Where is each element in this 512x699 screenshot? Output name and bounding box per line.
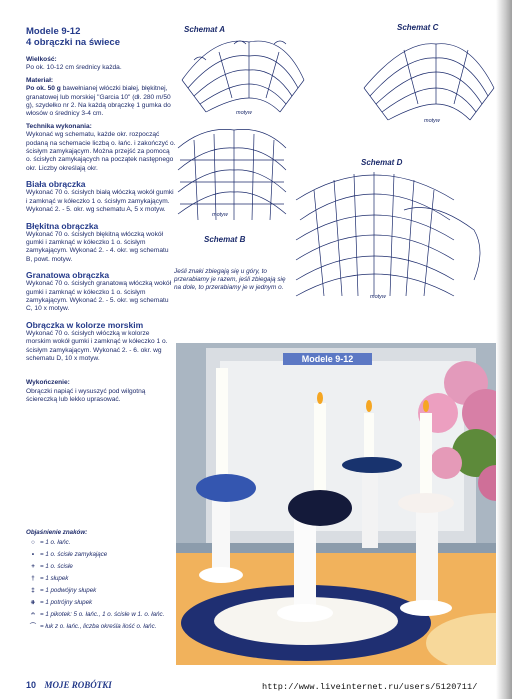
material-text: bawełnianej włóczki białej, błękitnej, granatowej lub morskiej "Garcia 10" (dł. 280 m/50 g), szydełko nr 2. Na każdą obrączkę 1 gumka do włosów o średnicy 3-4 cm.	[26, 85, 171, 118]
crochet-diagrams	[174, 30, 498, 302]
legend-text: = 1 słupek	[40, 575, 69, 582]
source-url: http://www.liveinternet.ru/users/5120711/	[262, 682, 478, 692]
scheme-d-label: Schemat D	[361, 158, 403, 167]
scheme-a-motif-label: motyw	[236, 110, 252, 116]
legend-row	[26, 611, 176, 619]
scheme-c-motif-label: motyw	[424, 118, 440, 124]
page-number: 10	[26, 680, 37, 690]
section-text-navy: Wykonać 70 o. ścisłych granatową włóczką wokół gumki i zamknąć w kółeczko 1 o. ścisłym zamykającym. Wykonać 2. - 5. okr. wg schematu C, 10 x motyw.	[26, 280, 172, 313]
scheme-d-diagram	[296, 172, 480, 296]
instructions-column	[26, 26, 176, 405]
legend-row	[26, 623, 176, 631]
page-title: Modele 9-12	[26, 26, 81, 37]
chain-stitch-icon: ○	[31, 539, 35, 546]
section-text-lightblue: Wykonać 70 o. ścisłych błękitną włóczką wokół gumki i zamknąć w kółeczko 1 o. ścisłym zamykającym. Wykonać 2. - 4. okr. wg schematu B, powt. motyw.	[26, 230, 169, 263]
scheme-d-motif-label: motyw	[370, 294, 386, 300]
legend-text: = 1 pikotek: 5 o. łańc., 1 o. ścisłe w 1. o. łańc.	[40, 611, 165, 618]
page-footer	[26, 680, 112, 690]
scheme-b-diagram	[178, 129, 286, 220]
material-paragraph	[26, 85, 176, 119]
size-label: Wielkość:	[26, 56, 57, 63]
legend-row	[26, 539, 176, 547]
scheme-b-motif-label: motyw	[212, 212, 228, 218]
legend-row	[26, 587, 176, 595]
chain-arch-icon: ⌒	[29, 623, 37, 630]
page-edge-shadow	[496, 0, 512, 699]
section-title-white: Biała obrączka	[26, 179, 86, 190]
legend-text: = 1 o. ścisłe	[40, 563, 73, 570]
legend-text: = 1 o. ścisłe zamykające	[40, 551, 108, 558]
legend-title: Objaśnienie znaków:	[26, 529, 88, 536]
legend-row	[26, 563, 176, 571]
size-text: Po ok. 10-12 cm średnicy każda.	[26, 64, 122, 72]
triple-treble-icon: ⧺	[30, 599, 36, 606]
scheme-b-label: Schemat B	[204, 235, 246, 244]
picot-icon: ᴖ	[31, 611, 35, 618]
material-amount: Po ok. 50 g	[26, 85, 61, 93]
treble-crochet-icon: ‡	[31, 587, 35, 594]
page-subtitle: 4 obrączki na świece	[26, 37, 120, 48]
candles-photo-illustration	[176, 343, 512, 665]
technique-label: Technika wykonania:	[26, 122, 92, 130]
section-text-white: Wykonać 70 o. ścisłych białą włóczką wokół gumki i zamknąć w kółeczko 1 o. ścisłym zamykającym. Wykonać 2. - 5. okr. wg schematu A, 5 x motyw.	[26, 189, 174, 214]
section-title-navy: Granatowa obrączka	[26, 270, 110, 281]
symbol-legend	[26, 529, 176, 635]
magazine-name: MOJE ROBÓTKI	[44, 680, 112, 690]
product-photo	[176, 343, 512, 665]
scheme-c-diagram	[364, 44, 494, 120]
scheme-a-label: Schemat A	[184, 25, 226, 34]
scheme-c-label: Schemat C	[397, 23, 439, 32]
legend-text: = 1 potrójny słupek	[40, 599, 93, 606]
legend-text: = łuk z o. łańc., liczba określa ilość o. łańc.	[40, 623, 157, 630]
legend-row	[26, 575, 176, 583]
slip-stitch-icon: •	[31, 551, 35, 558]
single-crochet-icon: +	[31, 563, 35, 570]
section-title-lightblue: Błękitna obrączka	[26, 220, 99, 231]
legend-row	[26, 599, 176, 607]
legend-text: = 1 o. łańc.	[40, 539, 71, 546]
material-label: Materiał:	[26, 76, 54, 84]
photo-tag: Modele 9-12	[283, 353, 372, 365]
technique-text: Wykonać wg schematu, każde okr. rozpocząć podaną na schemacie liczbą o. łańc. i zakończyć o. ścisłym zamykającym. Można przejść za pomocą o. ścisłych zamykających na początek następnego okr. Liczby określają okr.	[26, 131, 176, 172]
double-crochet-icon: †	[31, 575, 35, 582]
section-text-sea: Wykonać 70 o. ścisłych włóczką w kolorze morskim wokół gumki i zamknąć w kółeczko 1 o. ścisłym zamykającym. Wykonać 2. - 6. okr. wg schematu D, 10 x motyw.	[26, 329, 168, 362]
legend-row	[26, 551, 176, 559]
section-title-sea: Obrączka w kolorze morskim	[26, 319, 144, 330]
finishing-text: Obrączki napiąć i wysuszyć pod wilgotną ściereczką lub lekko uprasować.	[26, 387, 146, 404]
scheme-note: Jeśli znaki zbiegają się u góry, to przerabiamy je razem, jeśli zbiegają się na dole, to przerabiamy je w jednym o.	[174, 268, 286, 292]
scheme-a-diagram	[182, 41, 304, 112]
legend-text: = 1 podwójny słupek	[40, 587, 97, 594]
finishing-label: Wykończenie:	[26, 379, 70, 387]
